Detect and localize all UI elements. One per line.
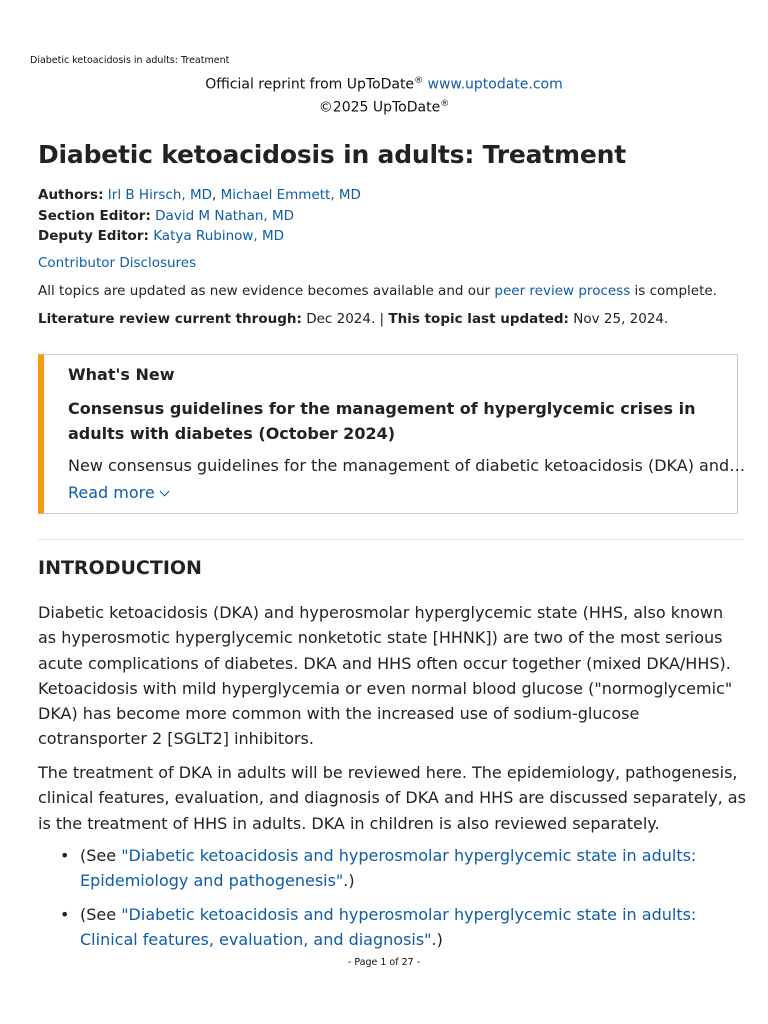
clinical-features-topic-link[interactable]: "Diabetic ketoacidosis and hyperosmolar hyperglycemic state in adults: Clinical features, evaluation, and diagnosis" [80,904,697,949]
intro-paragraph-2: The treatment of DKA in adults will be reviewed here. The epidemiology, pathogenesis, clinical features, evaluation, and diagnosis of DKA and HHS are discussed separately, as is the treatment of HHS in adults. DKA in children is also reviewed separately. [38,763,746,833]
introduction-heading: INTRODUCTION [38,557,202,579]
see-suffix: .) [343,871,355,891]
contributor-disclosures-link[interactable]: Contributor Disclosures [38,255,197,271]
topic-credits [38,185,361,247]
see-prefix: (See [80,846,117,865]
read-more-label: Read more [68,483,155,502]
bullet-icon: • [60,904,70,924]
lit-review-value: Dec 2024. [306,311,376,327]
authors-label: Authors: [38,187,104,203]
whats-new-summary: New consensus guidelines for the management of diabetic ketoacidosis (DKA) and… [68,456,746,475]
intro-paragraph-1: Diabetic ketoacidosis (DKA) and hyperosmolar hyperglycemic state (HHS, also known as hyperosmotic hyperglycemic nonketotic state [HHNK]) are two of the most serious acute complications of diabetes. DKA and HHS often occur together (mixed DKA/HHS). Ketoacidosis with mild hyperglycemia or even normal blood glucose ("normoglycemic" DKA) has become more common with the increased use of sodium-glucose cotransporter 2 [SGLT2] inhibitors. [38,603,733,749]
whats-new-box [38,354,746,514]
section-editor-label: Section Editor: [38,207,151,224]
author-link-emmett[interactable]: Michael Emmett, MD [220,187,361,203]
review-separator: | [379,311,385,327]
running-head: Diabetic ketoacidosis in adults: Treatment [30,55,230,66]
update-policy-note [38,283,717,299]
reprint-prefix: Official reprint from UpToDate [205,76,415,93]
see-also-list [60,843,746,960]
read-more-link[interactable] [68,483,168,502]
copyright-text: ©2025 UpToDate [318,99,441,116]
whats-new-subheading: Consensus guidelines for the management of hyperglycemic crises in adults with diabetes (October 2024) [68,399,696,443]
section-divider [38,539,744,540]
page-number-footer: - Page 1 of 27 - [347,957,421,968]
authors-row [38,185,361,206]
deputy-editor-row [38,226,361,247]
last-updated-value: Nov 25, 2024. [573,311,669,327]
author-separator: , [212,187,217,203]
whats-new-heading: What's New [68,365,175,384]
bullet-icon: • [60,846,70,865]
last-updated-label: This topic last updated: [388,311,569,327]
list-item [60,843,746,894]
list-item [60,902,746,953]
registered-mark: ® [414,76,424,86]
update-note-text: All topics are updated as new evidence becomes available and our [38,283,491,299]
deputy-editor-label: Deputy Editor: [38,228,149,244]
see-suffix: .) [431,929,443,949]
section-editor-row [38,206,361,227]
page-title: Diabetic ketoacidosis in adults: Treatment [38,140,626,169]
chevron-down-icon [159,487,169,497]
review-dates [38,311,668,327]
author-link-hirsch[interactable]: Irl B Hirsch, MD [107,187,213,203]
peer-review-link[interactable]: peer review process [494,283,631,299]
section-editor-link[interactable]: David M Nathan, MD [155,207,295,224]
epidemiology-topic-link[interactable]: "Diabetic ketoacidosis and hyperosmolar hyperglycemic state in adults: Epidemiology and pathogenesis" [80,846,697,891]
update-note-tail: is complete. [634,283,717,299]
lit-review-label: Literature review current through: [38,311,302,327]
copyright-registered-mark: ® [440,98,450,109]
deputy-editor-link[interactable]: Katya Rubinow, MD [153,228,285,244]
reprint-notice [0,72,768,117]
uptodate-site-link[interactable]: www.uptodate.com [427,76,563,93]
see-prefix: (See [80,904,117,924]
